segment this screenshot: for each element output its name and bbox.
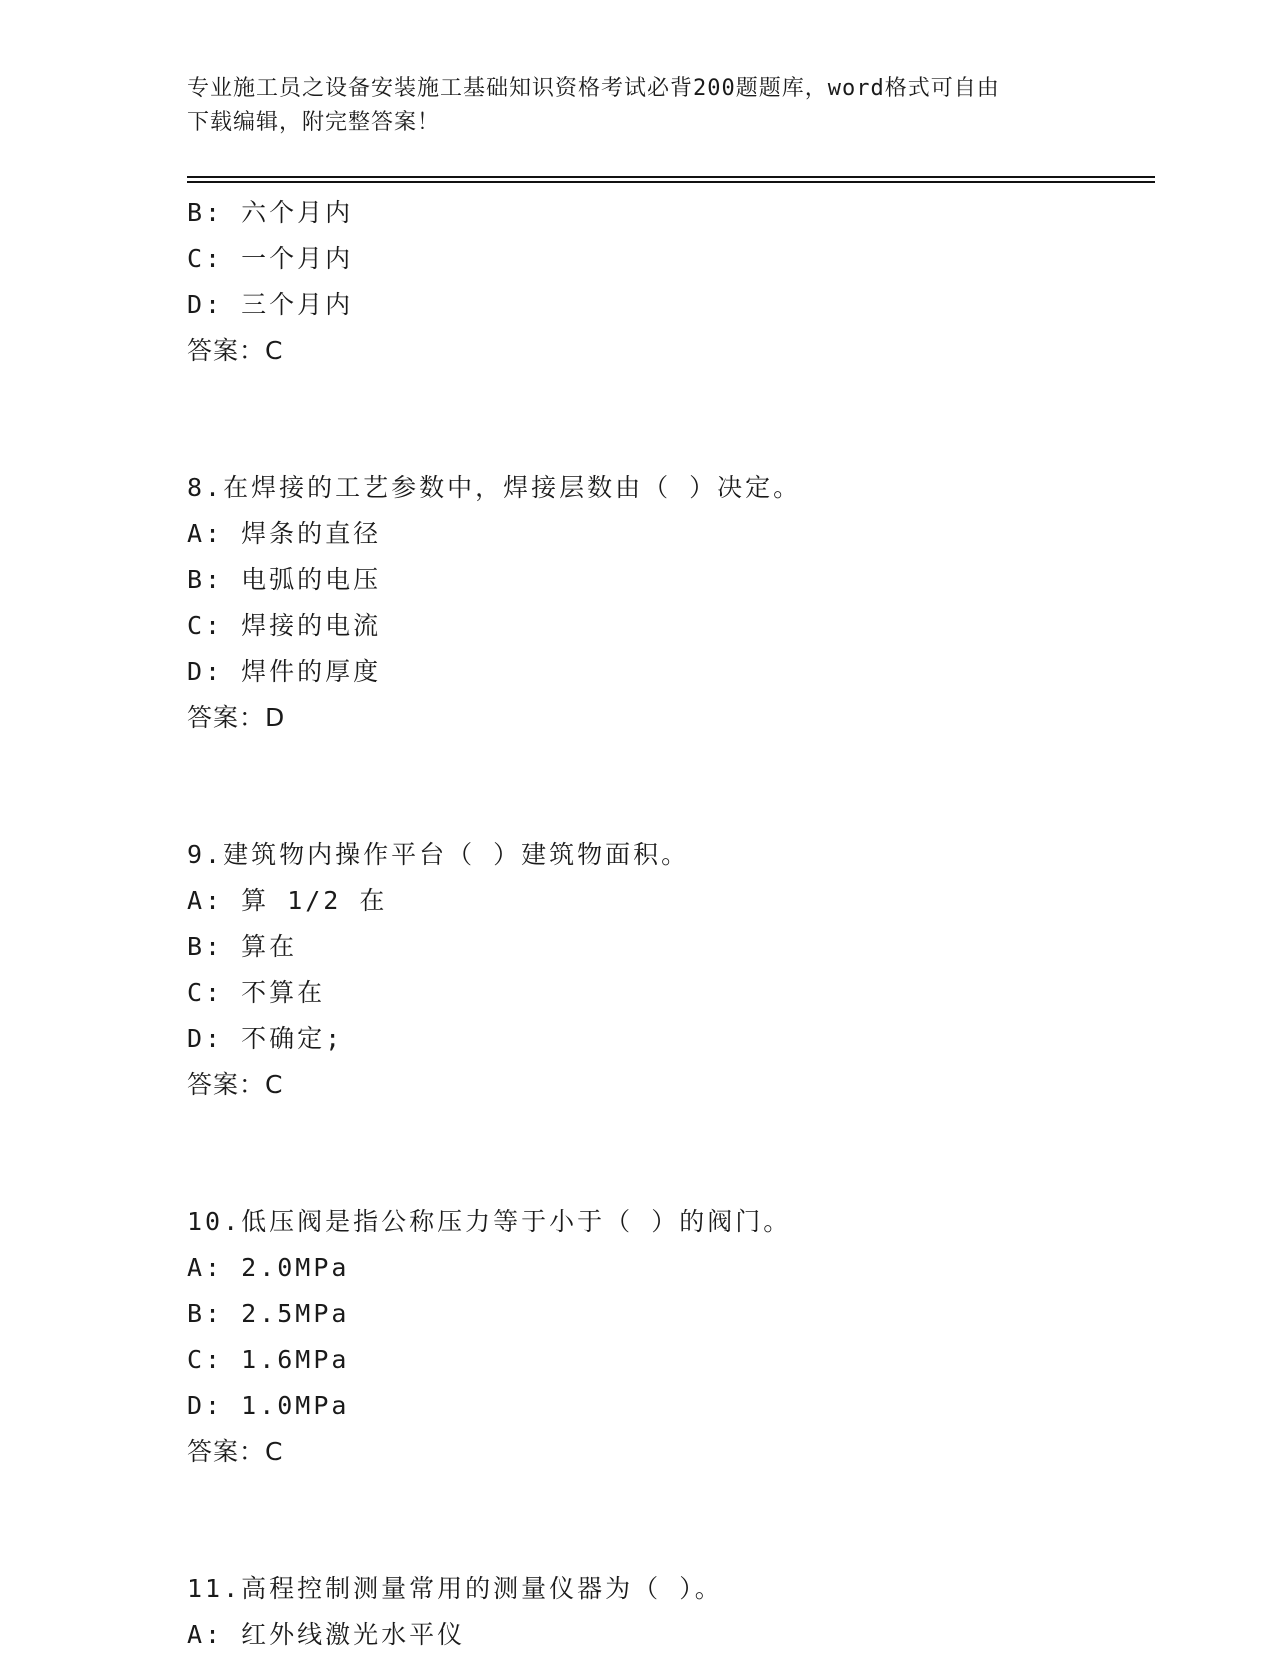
option-b: B: 电弧的电压	[187, 565, 382, 594]
option-a: A: 2.0MPa	[187, 1253, 350, 1282]
option-d: D: 不确定;	[187, 1024, 344, 1053]
option-d: D: 三个月内	[187, 290, 354, 319]
header-line-1: 专业施工员之设备安装施工基础知识资格考试必背200题题库，word格式可自由	[187, 76, 1000, 101]
option-c: C: 一个月内	[187, 244, 354, 273]
header-rule-bottom	[187, 181, 1155, 183]
document-header	[187, 72, 1067, 140]
question-text: 9.建筑物内操作平台（ ）建筑物面积。	[187, 840, 690, 869]
question-8	[187, 465, 1155, 741]
option-d: D: 焊件的厚度	[187, 657, 382, 686]
question-text: 11.高程控制测量常用的测量仪器为（ ）。	[187, 1574, 723, 1603]
answer: 答案：D	[187, 703, 286, 732]
option-b: B: 六个月内	[187, 198, 354, 227]
question-11	[187, 1566, 1155, 1658]
answer: 答案：C	[187, 1437, 284, 1466]
option-d: D: 1.0MPa	[187, 1391, 350, 1420]
header-line-2: 下载编辑，附完整答案！	[187, 110, 441, 135]
option-a: A: 焊条的直径	[187, 519, 382, 548]
question-list	[187, 190, 1155, 1658]
question-text: 8.在焊接的工艺参数中，焊接层数由（ ）决定。	[187, 473, 802, 502]
option-c: C: 焊接的电流	[187, 611, 382, 640]
option-b: B: 2.5MPa	[187, 1299, 350, 1328]
answer: 答案：C	[187, 336, 284, 365]
option-c: C: 不算在	[187, 978, 326, 1007]
question-9	[187, 832, 1155, 1108]
option-b: B: 算在	[187, 932, 298, 961]
question-10	[187, 1199, 1155, 1475]
question-7-continued	[187, 190, 1155, 374]
option-a: A: 算 1/2 在	[187, 886, 388, 915]
option-c: C: 1.6MPa	[187, 1345, 350, 1374]
header-rule-top	[187, 176, 1155, 178]
option-a: A: 红外线激光水平仪	[187, 1620, 466, 1649]
answer: 答案：C	[187, 1070, 284, 1099]
question-text: 10.低压阀是指公称压力等于小于（ ）的阀门。	[187, 1207, 792, 1236]
